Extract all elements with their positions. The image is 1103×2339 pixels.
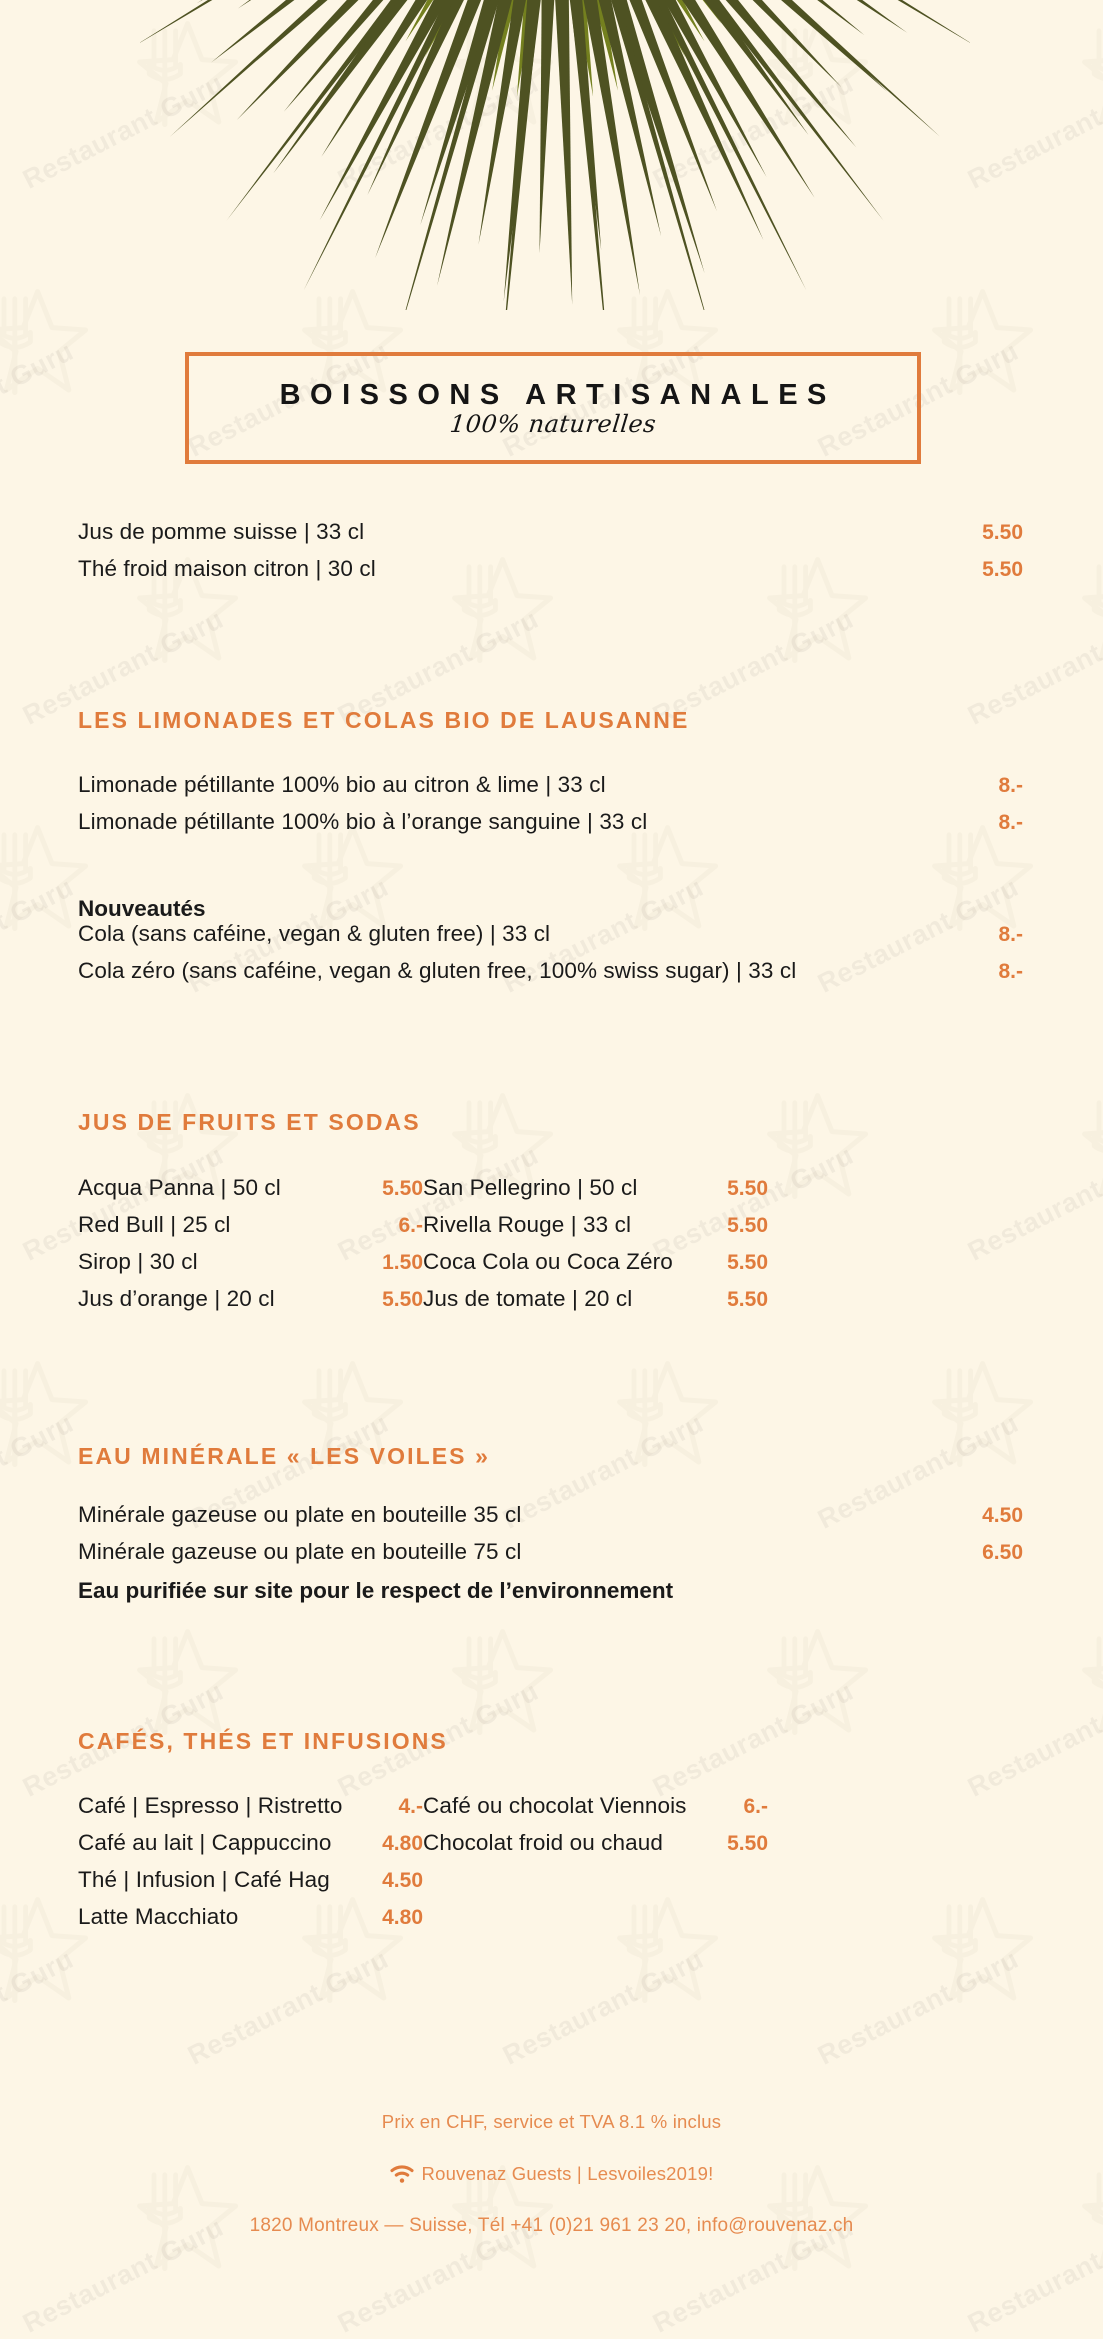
menu-item-price: 8.- (998, 923, 1023, 946)
item-list-top-drinks (78, 519, 1023, 593)
menu-item-row (78, 519, 1023, 556)
watermark-text (498, 1944, 709, 2072)
menu-item-label: Limonade pétillante 100% bio au citron & lime | 33 cl (78, 772, 606, 797)
menu-item-price: 5.50 (982, 521, 1023, 544)
menu-item-price: 5.50 (982, 558, 1023, 581)
watermark-text (963, 68, 1103, 196)
watermark-text (963, 604, 1103, 732)
menu-item-row (78, 1867, 423, 1904)
section-header-cafes: CAFÉS, THÉS ET INFUSIONS (78, 1728, 448, 1754)
menu-item-row (78, 921, 1023, 958)
menu-item-label: Latte Macchiato (78, 1904, 239, 1929)
menu-item-label: Café | Espresso | Ristretto (78, 1793, 343, 1818)
watermark-logo (433, 1622, 553, 1742)
item-column-left (78, 1175, 423, 1323)
menu-item-row (423, 1175, 768, 1212)
menu-item-row (78, 809, 1023, 846)
watermark-logo (0, 818, 88, 938)
menu-item-price: 1.50 (382, 1251, 423, 1274)
menu-item-row (423, 1249, 768, 1286)
menu-item-price: 8.- (998, 811, 1023, 834)
watermark-text (963, 1140, 1103, 1268)
menu-item-label: Minérale gazeuse ou plate en bouteille 75 cl (78, 1539, 522, 1564)
menu-item-row (78, 1502, 1023, 1539)
subsection-heading-nouveautes: Nouveautés (78, 896, 206, 921)
menu-item-row (423, 1286, 768, 1323)
watermark-text (0, 872, 79, 1000)
menu-item-label: Thé | Infusion | Café Hag (78, 1867, 330, 1892)
page-subtitle: 100% naturelles (448, 409, 658, 438)
watermark-logo (1063, 14, 1103, 134)
watermark-logo (0, 1354, 88, 1474)
watermark-logo (913, 282, 1033, 402)
menu-item-label: Limonade pétillante 100% bio à l’orange sanguine | 33 cl (78, 809, 648, 834)
watermark-text (648, 68, 859, 196)
item-grid-cafes (78, 1793, 768, 1941)
item-grid-jus-sodas (78, 1175, 768, 1323)
watermark-logo (0, 1890, 88, 2010)
menu-item-row (78, 1212, 423, 1249)
menu-item-price: 8.- (998, 960, 1023, 983)
watermark-logo (1063, 550, 1103, 670)
section-header-jus-sodas: JUS DE FRUITS ET SODAS (78, 1109, 421, 1135)
menu-item-row (78, 1539, 1023, 1576)
footer-address: 1820 Montreux — Suisse, Tél +41 (0)21 961 23 20, info@rouvenaz.ch (249, 2214, 854, 2236)
menu-item-price: 6.- (398, 1214, 423, 1237)
watermark-text (648, 1676, 859, 1804)
menu-item-label: Jus de pomme suisse | 33 cl (78, 519, 365, 544)
menu-item-row (78, 1793, 423, 1830)
menu-item-label: Thé froid maison citron | 30 cl (78, 556, 376, 581)
item-column-right (423, 1793, 768, 1941)
watermark-text (813, 1944, 1024, 2072)
menu-item-price: 5.50 (382, 1288, 423, 1311)
menu-item-label: Minérale gazeuse ou plate en bouteille 35 cl (78, 1502, 522, 1527)
section-note-eau-minerale: Eau purifiée sur site pour le respect de l’environnement (78, 1578, 674, 1603)
watermark-logo (913, 1354, 1033, 1474)
menu-item-price: 4.- (398, 1795, 423, 1818)
item-column-left (78, 1793, 423, 1941)
section-header-limonades: LES LIMONADES ET COLAS BIO DE LAUSANNE (78, 707, 690, 733)
watermark-logo (913, 1890, 1033, 2010)
menu-item-price: 4.80 (382, 1906, 423, 1929)
menu-item-price: 5.50 (727, 1832, 768, 1855)
footer-taxes-note: Prix en CHF, service et TVA 8.1 % inclus (381, 2111, 722, 2132)
palm-leaf-illustration (140, 0, 970, 310)
menu-item-row (78, 958, 1023, 995)
watermark-text (18, 68, 229, 196)
item-list-eau-minerale (78, 1502, 1023, 1576)
watermark-text (963, 1676, 1103, 1804)
menu-item-price: 5.50 (382, 1177, 423, 1200)
menu-item-label: Acqua Panna | 50 cl (78, 1175, 281, 1200)
menu-item-row (78, 1830, 423, 1867)
menu-item-price: 5.50 (727, 1288, 768, 1311)
footer-wifi-line (0, 2162, 1103, 2184)
menu-item-price: 4.50 (382, 1869, 423, 1892)
watermark-logo (433, 14, 553, 134)
menu-item-label: Cola zéro (sans caféine, vegan & gluten free, 100% swiss sugar) | 33 cl (78, 958, 797, 983)
item-column-right (423, 1175, 768, 1323)
wifi-icon (390, 2165, 414, 2184)
section-header-eau-minerale: EAU MINÉRALE « LES VOILES » (78, 1443, 490, 1469)
palm-leaf-svg (140, 0, 970, 310)
menu-item-label: Jus d’orange | 20 cl (78, 1286, 275, 1311)
menu-item-row (78, 1249, 423, 1286)
menu-item-price: 4.80 (382, 1832, 423, 1855)
menu-item-price: 8.- (998, 774, 1023, 797)
watermark-text (0, 1944, 79, 2072)
menu-item-price: 5.50 (727, 1214, 768, 1237)
watermark-text (333, 68, 544, 196)
footer (0, 2113, 1103, 2235)
menu-item-price: 4.50 (982, 1504, 1023, 1527)
footer-wifi-text: Rouvenaz Guests | Lesvoiles2019! (421, 2162, 714, 2184)
menu-item-label: Chocolat froid ou chaud (423, 1830, 663, 1855)
menu-item-label: Coca Cola ou Coca Zéro (423, 1249, 673, 1274)
menu-item-row (423, 1830, 768, 1867)
menu-item-row (78, 1904, 423, 1941)
menu-item-label: Café ou chocolat Viennois (423, 1793, 687, 1818)
menu-item-label: Cola (sans caféine, vegan & gluten free) | 33 cl (78, 921, 551, 946)
menu-item-price: 5.50 (727, 1177, 768, 1200)
menu-item-label: Sirop | 30 cl (78, 1249, 198, 1274)
menu-item-price: 6.50 (982, 1541, 1023, 1564)
watermark-logo (748, 14, 868, 134)
menu-item-row (423, 1212, 768, 1249)
watermark-logo (118, 1622, 238, 1742)
menu-item-label: Red Bull | 25 cl (78, 1212, 231, 1237)
watermark-text (183, 1944, 394, 2072)
watermark-text (0, 1408, 79, 1536)
menu-item-price: 5.50 (727, 1251, 768, 1274)
menu-item-label: Café au lait | Cappuccino (78, 1830, 332, 1855)
menu-title-banner (185, 352, 921, 464)
watermark-logo (598, 1354, 718, 1474)
watermark-logo (0, 282, 88, 402)
menu-item-row (78, 1175, 423, 1212)
menu-item-row (78, 1286, 423, 1323)
page-title: BOISSONS ARTISANALES (279, 378, 836, 411)
watermark-logo (118, 14, 238, 134)
item-list-nouveautes (78, 921, 1023, 995)
menu-item-label: San Pellegrino | 50 cl (423, 1175, 638, 1200)
menu-item-row (78, 556, 1023, 593)
menu-item-label: Jus de tomate | 20 cl (423, 1286, 633, 1311)
watermark-logo (1063, 1622, 1103, 1742)
watermark-text (0, 336, 79, 464)
item-list-limonades (78, 772, 1023, 846)
menu-item-label: Rivella Rouge | 33 cl (423, 1212, 632, 1237)
watermark-logo (1063, 1086, 1103, 1206)
menu-item-price: 6.- (743, 1795, 768, 1818)
watermark-logo (748, 1622, 868, 1742)
menu-item-row (423, 1793, 768, 1830)
menu-item-row (78, 772, 1023, 809)
